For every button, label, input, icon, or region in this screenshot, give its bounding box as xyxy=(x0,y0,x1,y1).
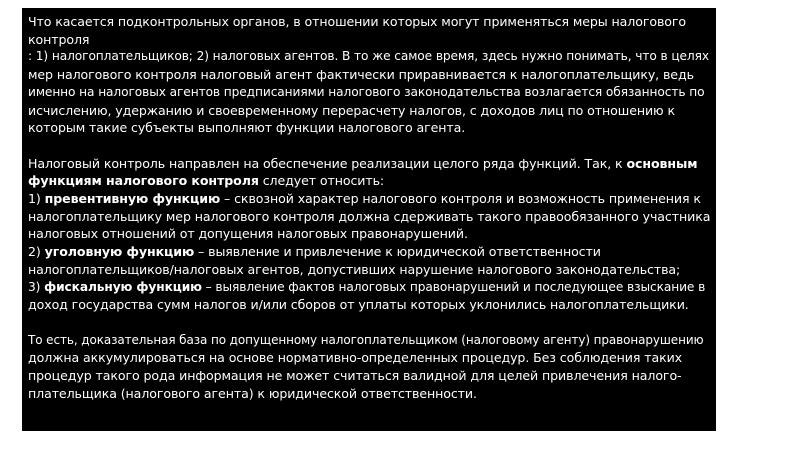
paragraph-subjects xyxy=(28,13,710,137)
list-number: 1) xyxy=(28,191,45,207)
text-line: налогоплательщику мер налогового контроля должна сдерживать такого правообязанного участника xyxy=(28,208,711,224)
text-run: – сквозной характер налогового контроля и возможность применения к xyxy=(220,191,701,207)
text-line: которым такие субъекты выполняют функции налогового агента. xyxy=(28,120,466,136)
document-slide xyxy=(22,8,716,431)
text-line xyxy=(28,155,710,173)
text-line: То есть, доказательная база по допущенному налогоплательщиком (налоговому агенту) правонарушению xyxy=(28,332,704,347)
text-line: мер налогового контроля налоговый агент фактически приравнивается к налогоплательщику, ведь xyxy=(28,67,694,83)
text-line: контроля xyxy=(28,31,90,47)
text-run: – выявление и привлечение к юридической ответственности xyxy=(194,244,601,260)
bold-term: основным xyxy=(626,155,698,171)
list-item-criminal xyxy=(28,243,710,261)
text-line: должна аккумулироваться на основе нормативно-определенных процедур. Без соблюдения таких xyxy=(28,350,683,366)
text-run: – выявление фактов налоговых правонарушений и последующее взыскание в xyxy=(201,279,706,294)
text-run: Налоговый контроль направлен на обеспечение реализации целого ряда функций. Так, к xyxy=(28,155,627,171)
list-item-fiscal xyxy=(28,279,710,297)
list-number: 3) xyxy=(28,279,45,294)
paragraph-functions xyxy=(28,155,710,314)
text-line: плательщика (налогового агента) к юридической ответственности. xyxy=(28,385,477,401)
text-line: : 1) налогоплательщиков; 2) налоговых агентов. В то же самое время, здесь нужно понимать, что в целях xyxy=(28,49,709,64)
text-run: следует относить: xyxy=(258,173,385,189)
text-line: исчислению, удержанию и своевременному перерасчету налогов, с доходов лиц по отношению к xyxy=(28,102,675,118)
bold-term: уголовную функцию xyxy=(44,244,195,260)
list-number: 2) xyxy=(28,244,45,260)
paragraph-gap xyxy=(28,314,710,332)
text-line: доход государства сумм налогов и/или сборов от уплаты которых уклонились налогоплательщики. xyxy=(28,297,689,313)
list-item-preventive xyxy=(28,190,710,208)
bold-term: функциям налогового контроля xyxy=(28,173,259,189)
bold-term: фискальную функцию xyxy=(44,279,202,294)
text-line: процедур такого рода информация не может считаться валидной для целей привлечения налого- xyxy=(28,368,682,384)
text-line: налоговых отношений от допущения налоговых правонарушений. xyxy=(28,226,468,242)
text-line xyxy=(28,172,710,190)
text-line: Что касается подконтрольных органов, в отношении которых могут применяться меры налогового xyxy=(28,14,687,29)
bold-term: превентивную функцию xyxy=(44,191,221,207)
text-line: налогоплательщиков/налоговых агентов, допустивших нарушение налогового законодательства; xyxy=(28,261,681,277)
text-line: именно на налоговых агентов предписаниями налогового законодательства возлагается обязанность по xyxy=(28,84,705,99)
paragraph-evidence xyxy=(28,332,710,403)
paragraph-gap xyxy=(28,137,710,155)
